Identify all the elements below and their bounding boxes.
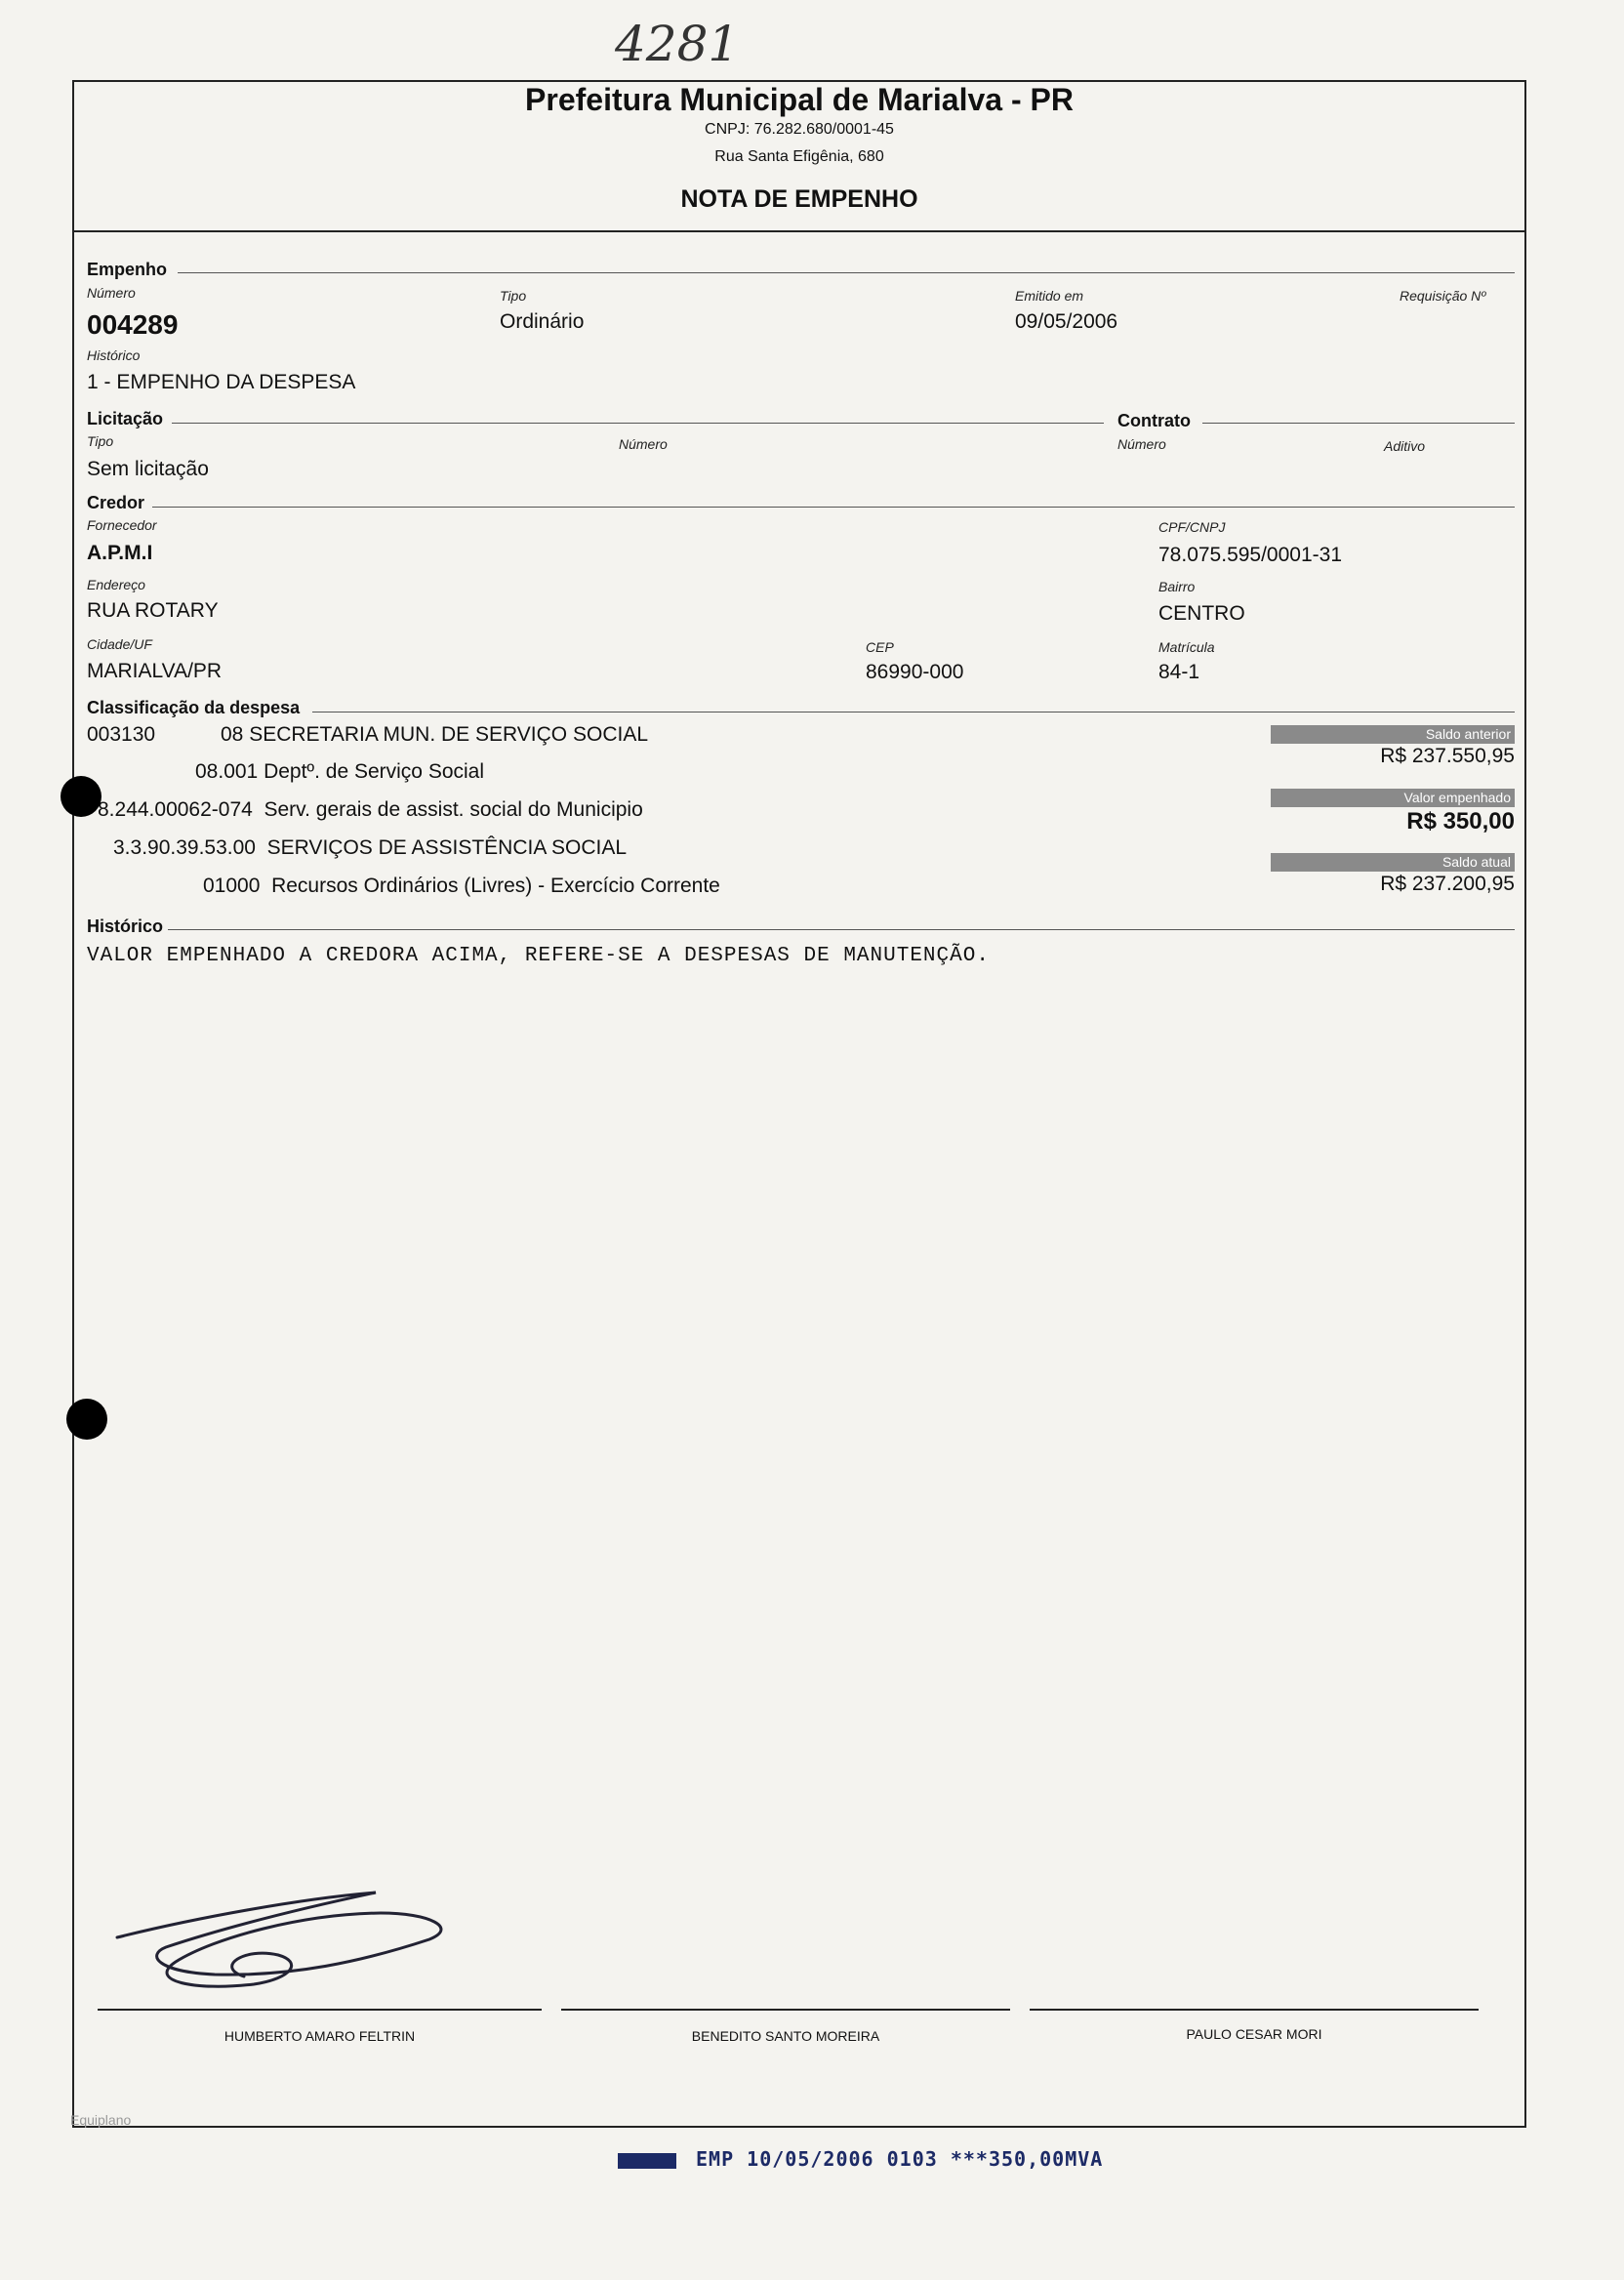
section-licitacao: Licitação <box>87 409 164 428</box>
historico-short-value: 1 - EMPENHO DA DESPESA <box>87 371 356 393</box>
endereco-label: Endereço <box>87 577 145 592</box>
cpf-label: CPF/CNPJ <box>1158 519 1226 535</box>
classificacao-line-5: 01000 Recursos Ordinários (Livres) - Exercício Corrente <box>203 875 720 897</box>
empenho-rule <box>178 272 1515 273</box>
bank-stamp <box>618 2147 1103 2171</box>
header-divider <box>72 230 1526 232</box>
stamp-text: EMP 10/05/2006 0103 ***350,00MVA <box>696 2147 1104 2171</box>
signature-name-2: BENEDITO SANTO MOREIRA <box>691 2028 880 2044</box>
section-classificacao: Classificação da despesa <box>87 698 301 717</box>
endereco-value: RUA ROTARY <box>87 599 219 622</box>
licitacao-numero-label: Número <box>619 436 668 452</box>
saldo-atual-value: R$ 237.200,95 <box>1380 873 1515 895</box>
cidade-label: Cidade/UF <box>87 636 152 652</box>
fornecedor-value: A.P.M.I <box>87 542 153 564</box>
signature-line-2 <box>561 2009 1010 2011</box>
historico-text: VALOR EMPENHADO A CREDORA ACIMA, REFERE-SE A DESPESAS DE MANUTENÇÃO. <box>87 945 990 967</box>
section-historico: Histórico <box>87 916 164 936</box>
contrato-numero-label: Número <box>1117 436 1166 452</box>
signature-name-1: HUMBERTO AMARO FELTRIN <box>223 2028 416 2044</box>
fornecedor-label: Fornecedor <box>87 517 157 533</box>
handwritten-signature <box>107 1879 459 2006</box>
tipo-value: Ordinário <box>500 310 585 333</box>
stamp-logo-icon <box>618 2153 676 2169</box>
section-contrato: Contrato <box>1117 411 1191 430</box>
classificacao-line-2: 08.001 Deptº. de Serviço Social <box>195 760 485 783</box>
signature-line-1 <box>98 2009 542 2011</box>
emitido-value: 09/05/2006 <box>1015 310 1118 333</box>
tipo-label: Tipo <box>500 288 527 304</box>
section-credor: Credor <box>87 493 145 512</box>
credor-rule <box>152 507 1515 508</box>
punch-hole-bottom <box>66 1399 107 1440</box>
requisicao-label: Requisição Nº <box>1400 288 1486 304</box>
section-empenho: Empenho <box>87 260 168 279</box>
classificacao-code: 003130 <box>87 723 156 746</box>
contrato-aditivo-label: Aditivo <box>1384 438 1426 454</box>
licitacao-tipo-label: Tipo <box>87 433 114 449</box>
page-title: Prefeitura Municipal de Marialva - PR <box>525 82 1074 117</box>
historico-label-small: Histórico <box>87 347 141 363</box>
footer-brand: Equiplano <box>70 2112 132 2128</box>
matricula-label: Matrícula <box>1158 639 1215 655</box>
numero-label: Número <box>87 285 136 301</box>
cidade-value: MARIALVA/PR <box>87 660 223 682</box>
saldo-atual-label: Saldo atual <box>1271 853 1515 872</box>
matricula-value: 84-1 <box>1158 661 1200 683</box>
signature-name-3: PAULO CESAR MORI <box>1186 2026 1322 2042</box>
address-text: Rua Santa Efigênia, 680 <box>714 148 884 165</box>
valor-empenhado-value: R$ 350,00 <box>1406 808 1515 835</box>
saldo-anterior-label: Saldo anterior <box>1271 725 1515 744</box>
cpf-value: 78.075.595/0001-31 <box>1158 544 1343 566</box>
valor-empenhado-label: Valor empenhado <box>1271 789 1515 807</box>
empenho-number: 004289 <box>87 309 179 340</box>
cep-value: 86990-000 <box>866 661 964 683</box>
historico-rule <box>168 929 1515 930</box>
signature-line-3 <box>1030 2009 1479 2011</box>
bairro-value: CENTRO <box>1158 602 1245 625</box>
cep-label: CEP <box>866 639 894 655</box>
classificacao-line-1: 08 SECRETARIA MUN. DE SERVIÇO SOCIAL <box>221 723 649 746</box>
contrato-rule <box>1202 423 1515 424</box>
emitido-label: Emitido em <box>1015 288 1084 304</box>
cnpj-text: CNPJ: 76.282.680/0001-45 <box>705 121 894 138</box>
saldo-anterior-value: R$ 237.550,95 <box>1380 745 1515 767</box>
punch-hole-top <box>61 776 102 817</box>
classificacao-line-3: 8.244.00062-074 Serv. gerais de assist. social do Municipio <box>98 798 643 821</box>
handwritten-number: 4281 <box>615 16 740 72</box>
licitacao-rule <box>172 423 1104 424</box>
bairro-label: Bairro <box>1158 579 1196 594</box>
classificacao-line-4: 3.3.90.39.53.00 SERVIÇOS DE ASSISTÊNCIA SOCIAL <box>113 836 628 859</box>
licitacao-tipo-value: Sem licitação <box>87 458 209 480</box>
document-title: NOTA DE EMPENHO <box>680 185 918 213</box>
